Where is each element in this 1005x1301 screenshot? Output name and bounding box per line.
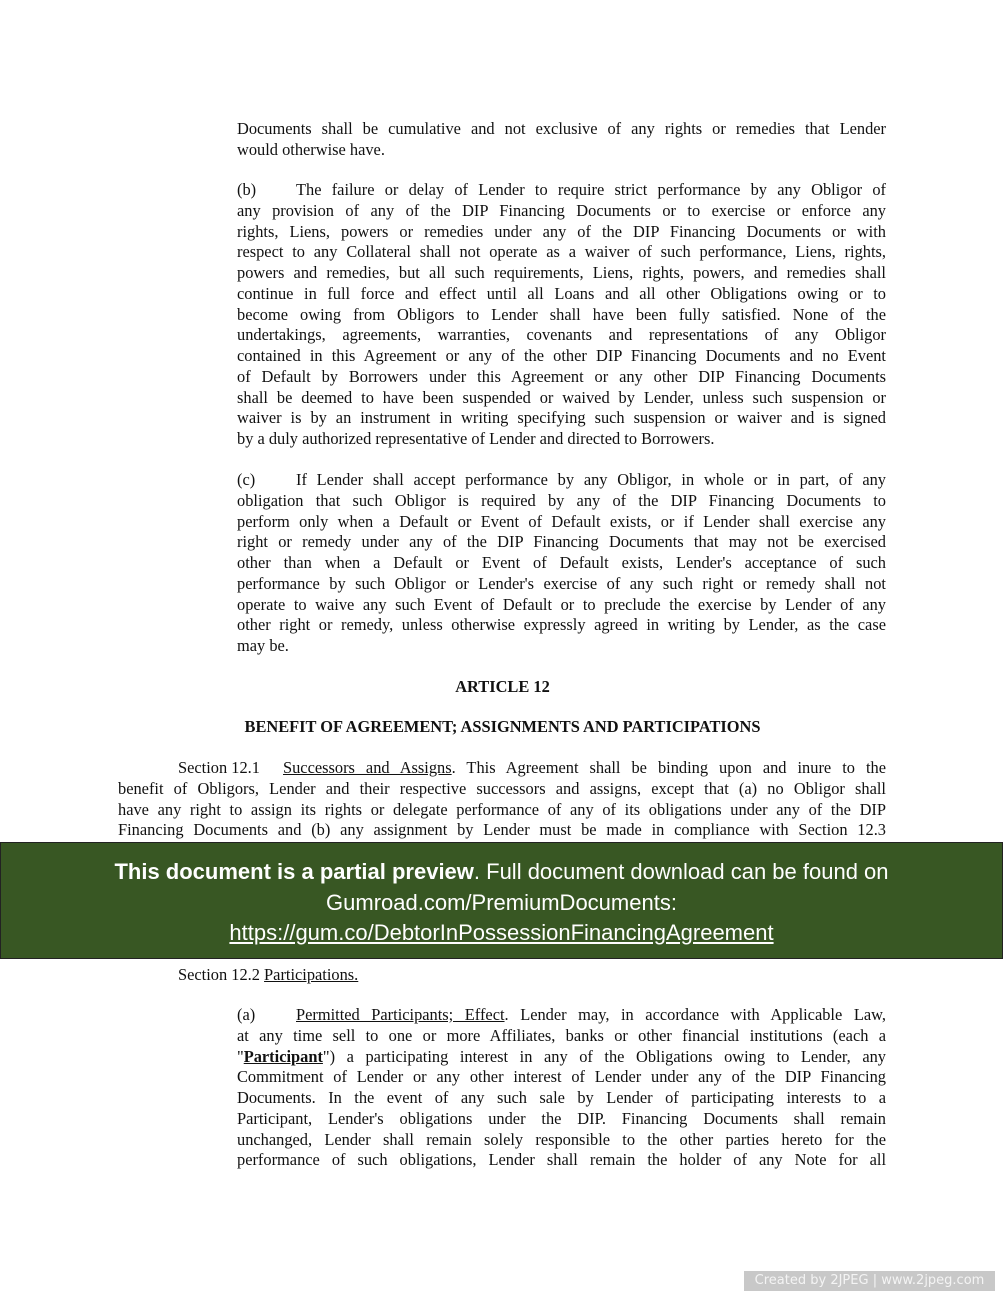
underlined-term: Participant <box>243 1046 323 1066</box>
text-segment: . This Agreement shall be binding upon and inure to the <box>451 758 886 777</box>
text-segment: Documents shall be cumulative and not exclusive of any rights or remedies that Lender <box>237 119 886 138</box>
text-segment: ") a participating interest in any of the Obligations owing to Lender, any <box>322 1046 886 1066</box>
text-segment: respect to any Collateral shall not operate as a waiver of such performance, Liens, rights, <box>237 242 886 262</box>
text-line <box>237 1047 886 1068</box>
paragraph-cumulative <box>237 119 886 161</box>
paragraph-label: (c) <box>237 470 256 489</box>
text-line <box>118 758 886 779</box>
text-segment: at any time sell to one or more Affiliates, banks or other financial institutions (each a <box>237 1025 886 1045</box>
text-line <box>118 800 886 821</box>
text-line <box>237 532 886 553</box>
text-line <box>237 140 886 161</box>
text-line <box>237 1109 886 1130</box>
preview-banner <box>0 842 1003 959</box>
paragraph-a <box>237 1005 886 1171</box>
text-segment: other than when a Default or Event of Default exists, Lender's acceptance of such <box>237 553 886 572</box>
text-line <box>237 1067 886 1088</box>
text-segment: Participant, Lender's obligations under the DIP. Financing Documents shall remain <box>237 1108 886 1128</box>
text-line <box>237 388 886 409</box>
watermark: Created by 2JPEG | www.2jpeg.com <box>744 1271 995 1291</box>
text-line <box>237 553 886 574</box>
text-line <box>237 1005 886 1026</box>
text-line <box>118 779 886 800</box>
text-segment: undertakings, agreements, warranties, covenants and representations of any Obligor <box>237 325 886 345</box>
text-segment: contained in this Agreement or any of the other DIP Financing Documents and no Event <box>237 346 886 365</box>
text-line <box>237 346 886 367</box>
text-segment: If Lender shall accept performance by any Obligor, in whole or in part, of any <box>296 470 886 489</box>
text-line <box>237 263 886 284</box>
text-segment: have any right to assign its rights or delegate performance of any of its obligations under any of the DIP <box>118 799 886 819</box>
paragraph-section-12-1 <box>118 758 886 841</box>
text-segment: powers and remedies, but all such requirements, Liens, rights, powers, and remedies shall <box>237 263 886 282</box>
text-line <box>237 1130 886 1151</box>
text-line <box>178 965 886 986</box>
text-segment: may be. <box>237 636 289 655</box>
text-line <box>237 367 886 388</box>
text-segment: . Lender may, in accordance with Applicable Law, <box>504 1005 886 1024</box>
article-number: ARTICLE 12 <box>455 677 550 696</box>
paragraph-label: (b) <box>237 180 257 199</box>
text-line <box>237 470 886 491</box>
text-segment: perform only when a Default or Event of Default exists, or if Lender shall exercise any <box>237 511 886 531</box>
text-line <box>237 119 886 140</box>
text-line <box>237 512 886 533</box>
underlined-term: Permitted Participants; Effect <box>296 1005 505 1024</box>
article-title: BENEFIT OF AGREEMENT; ASSIGNMENTS AND PARTICIPATIONS <box>244 717 761 736</box>
text-line <box>237 429 886 450</box>
paragraph-section-12-2 <box>178 965 886 986</box>
text-line <box>237 1026 886 1047</box>
text-line <box>237 222 886 243</box>
text-line <box>237 408 886 429</box>
text-line <box>118 820 886 841</box>
paragraph-b <box>237 180 886 450</box>
text-segment: " <box>237 1046 244 1066</box>
paragraph-label: Section 12.1 <box>178 758 260 777</box>
banner-bold-text: This document is a partial preview <box>114 859 474 884</box>
text-segment: obligation that such Obligor is required by any of the DIP Financing Documents to <box>237 490 886 510</box>
text-line <box>237 201 886 222</box>
text-segment: shall be deemed to have been suspended or waived by Lender, unless such suspension or <box>237 387 886 407</box>
text-segment: Commitment of Lender or any other interest of Lender under any of the DIP Financing <box>237 1067 886 1087</box>
text-segment: any provision of any of the DIP Financing Documents or to exercise or enforce any <box>237 200 886 220</box>
text-segment: continue in full force and effect until all Loans and all other Obligations owing or to <box>237 283 886 303</box>
text-segment: performance of such obligations, Lender shall remain the holder of any Note for all <box>237 1150 886 1170</box>
text-segment: rights, Liens, powers or remedies under any of the DIP Financing Documents or with <box>237 221 886 241</box>
text-line <box>237 1150 886 1171</box>
paragraph-label: (a) <box>237 1005 256 1024</box>
text-line <box>237 242 886 263</box>
text-segment: other right or remedy, unless otherwise expressly agreed in writing by Lender, as the case <box>237 615 886 635</box>
underlined-term: Successors and Assigns <box>283 758 452 777</box>
text-line <box>237 615 886 636</box>
banner-download-link[interactable]: https://gum.co/DebtorInPossessionFinancingAgreement <box>229 920 774 945</box>
text-line <box>237 1088 886 1109</box>
text-segment: benefit of Obligors, Lender and their respective successors and assigns, except that (a) no Obligor shall <box>118 778 886 798</box>
text-segment: Section 12.2 <box>178 965 265 984</box>
text-segment: unchanged, Lender shall remain solely responsible to the other parties hereto for the <box>237 1129 886 1149</box>
text-segment: right or remedy under any of the DIP Financing Documents that may not be exercised <box>237 532 886 552</box>
text-line <box>237 305 886 326</box>
text-segment: Documents. In the event of any such sale by Lender of participating interests to a <box>237 1088 886 1107</box>
text-segment: would otherwise have. <box>237 139 385 159</box>
text-segment: operate to waive any such Event of Default or to preclude the exercise by Lender of any <box>237 594 886 614</box>
text-line <box>237 574 886 595</box>
text-line <box>237 180 886 201</box>
underlined-term: Participations. <box>264 965 359 984</box>
text-segment: of Default by Borrowers under this Agreement or any other DIP Financing Documents <box>237 366 886 386</box>
text-segment: become owing from Obligors to Lender shall have been fully satisfied. None of the <box>237 304 886 324</box>
banner-text: . Full document download can be found on <box>473 859 889 884</box>
text-line <box>237 491 886 512</box>
text-line <box>237 595 886 616</box>
banner-site: Gumroad.com/PremiumDocuments: <box>326 889 677 915</box>
text-segment: Financing Documents and (b) any assignment by Lender must be made in compliance with Section 12.3 <box>118 820 886 840</box>
text-segment: performance by such Obligor or Lender's exercise of any such right or remedy shall not <box>237 573 886 593</box>
text-line <box>237 325 886 346</box>
text-segment: by a duly authorized representative of Lender and directed to Borrowers. <box>237 429 715 448</box>
text-segment: waiver is by an instrument in writing specifying such suspension or waiver and is signed <box>237 408 886 428</box>
paragraph-c <box>237 470 886 657</box>
text-segment: The failure or delay of Lender to require strict performance by any Obligor of <box>296 180 886 199</box>
text-line <box>237 636 886 657</box>
text-line <box>237 284 886 305</box>
